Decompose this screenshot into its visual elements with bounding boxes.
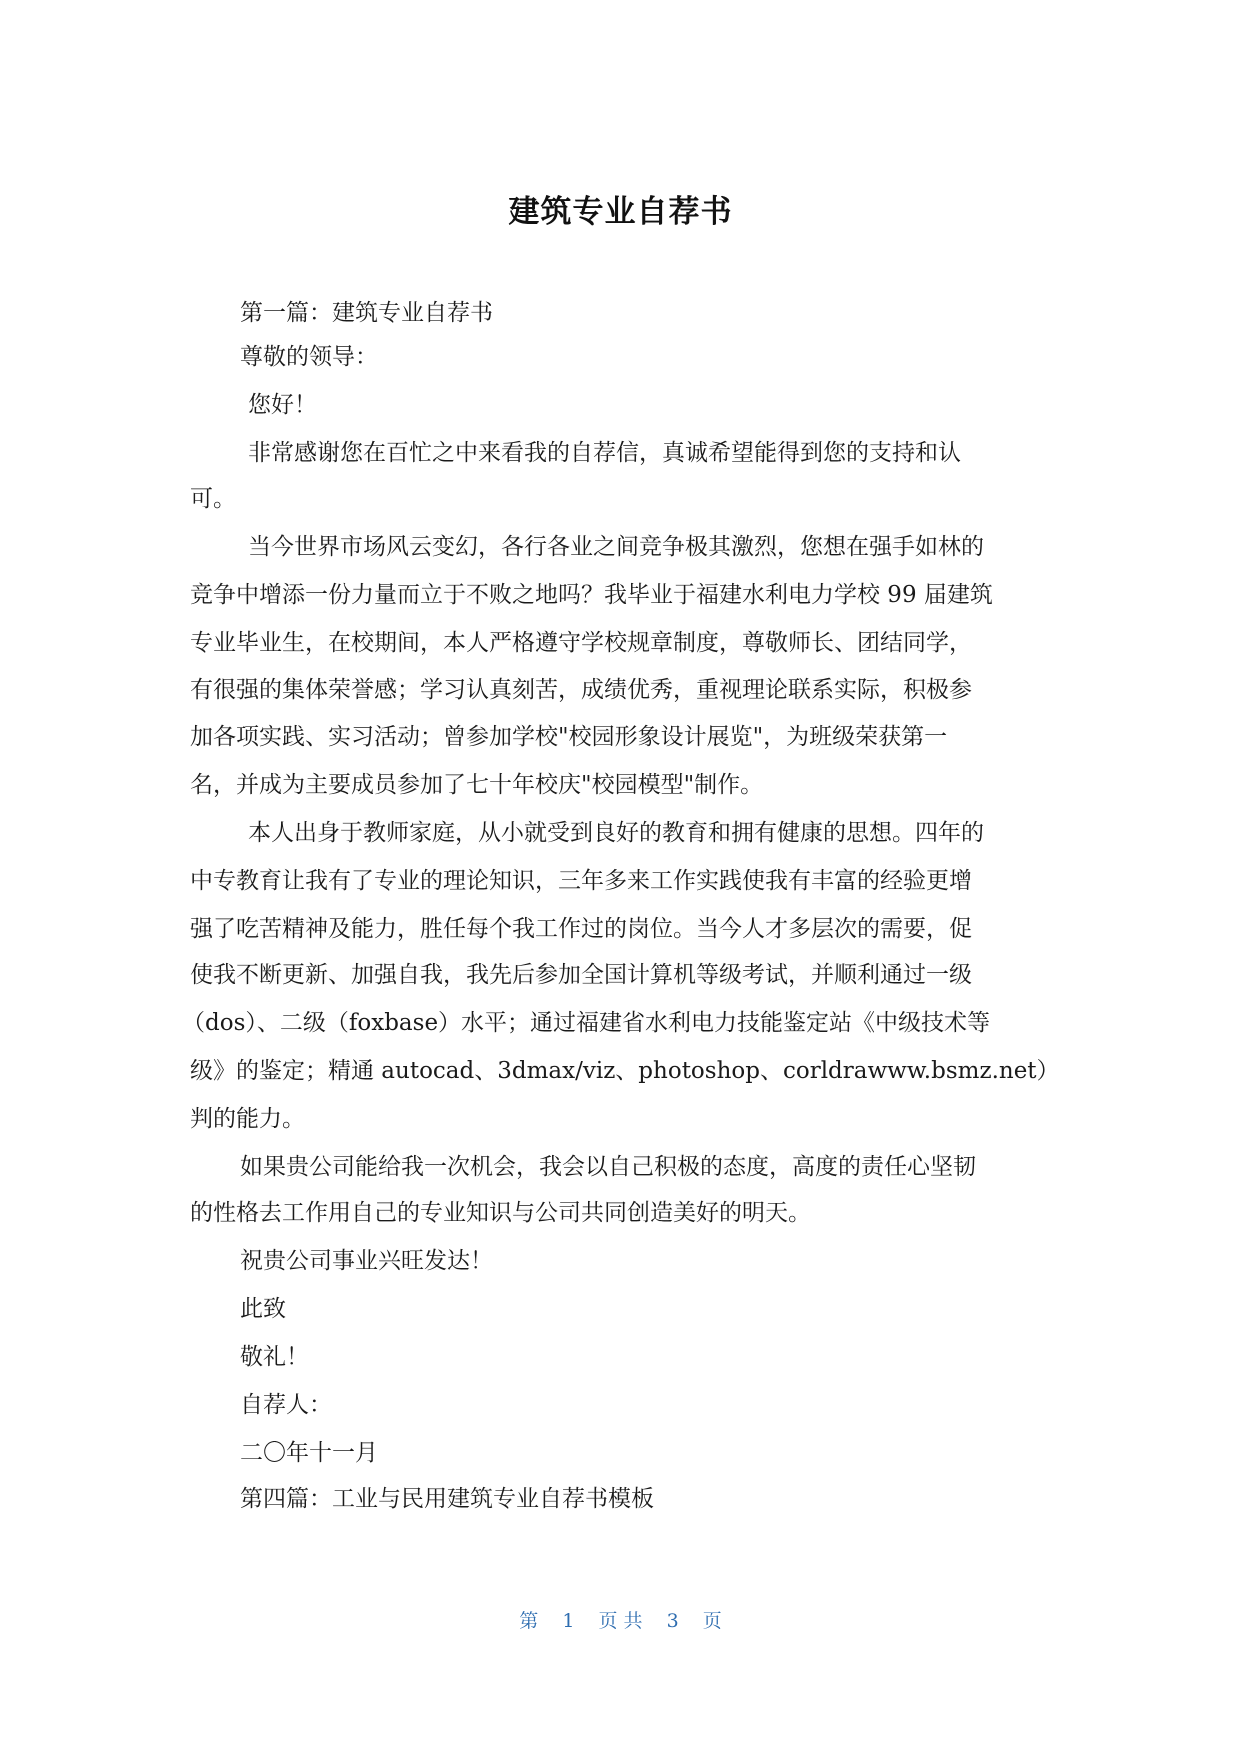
body-line: 二〇年十一月 — [240, 1440, 378, 1466]
body-line: 强了吃苦精神及能力，胜任每个我工作过的岗位。当今人才多层次的需要，促 — [190, 916, 972, 942]
body-line: 加各项实践、实习活动；曾参加学校"校园形象设计展览"，为班级荣获第一 — [190, 724, 948, 750]
body-line: 敬礼！ — [240, 1344, 309, 1370]
footer-prefix: 第 — [519, 1610, 539, 1632]
body-line: 您好！ — [248, 392, 317, 418]
body-line: 如果贵公司能给我一次机会，我会以自己积极的态度，高度的责任心坚韧 — [240, 1154, 976, 1180]
page-footer — [0, 1606, 1241, 1633]
document-title: 建筑专业自荐书 — [508, 194, 733, 230]
body-line: 中专教育让我有了专业的理论知识，三年多来工作实践使我有丰富的经验更增 — [190, 868, 972, 894]
body-line: 此致 — [240, 1296, 286, 1322]
body-line: 的性格去工作用自己的专业知识与公司共同创造美好的明天。 — [190, 1200, 811, 1226]
footer-mid: 页 共 — [598, 1610, 643, 1632]
body-line: 竞争中增添一份力量而立于不败之地吗？我毕业于福建水利电力学校 99 届建筑 — [190, 582, 993, 608]
body-line: 专业毕业生，在校期间，本人严格遵守学校规章制度，尊敬师长、团结同学， — [190, 630, 972, 656]
footer-current-page: 1 — [562, 1610, 575, 1632]
body-line: 当今世界市场风云变幻，各行各业之间竞争极其激烈，您想在强手如林的 — [248, 534, 984, 560]
body-line: 第四篇：工业与民用建筑专业自荐书模板 — [240, 1486, 654, 1512]
footer-suffix: 页 — [702, 1610, 722, 1632]
body-line: 判的能力。 — [190, 1106, 305, 1132]
body-line: 名，并成为主要成员参加了七十年校庆"校园模型"制作。 — [190, 772, 764, 798]
body-line: 尊敬的领导： — [240, 344, 378, 370]
body-line: 可。 — [190, 486, 236, 512]
body-line: （dos）、二级（foxbase）水平；通过福建省水利电力技能鉴定站《中级技术等 — [182, 1010, 991, 1036]
body-line: 本人出身于教师家庭，从小就受到良好的教育和拥有健康的思想。四年的 — [248, 820, 984, 846]
body-line: 祝贵公司事业兴旺发达！ — [240, 1248, 493, 1274]
body-line: 使我不断更新、加强自我，我先后参加全国计算机等级考试，并顺利通过一级 — [190, 962, 972, 988]
body-line: 第一篇：建筑专业自荐书 — [240, 300, 493, 326]
body-line: 非常感谢您在百忙之中来看我的自荐信，真诚希望能得到您的支持和认 — [248, 440, 961, 466]
body-line: 级》的鉴定；精通 autocad、3dmax/viz、photoshop、corldrawww.bsmz.net） — [190, 1058, 1060, 1084]
body-line: 自荐人： — [240, 1392, 332, 1418]
body-line: 有很强的集体荣誉感；学习认真刻苦，成绩优秀，重视理论联系实际，积极参 — [190, 677, 972, 703]
footer-total-pages: 3 — [666, 1610, 679, 1632]
